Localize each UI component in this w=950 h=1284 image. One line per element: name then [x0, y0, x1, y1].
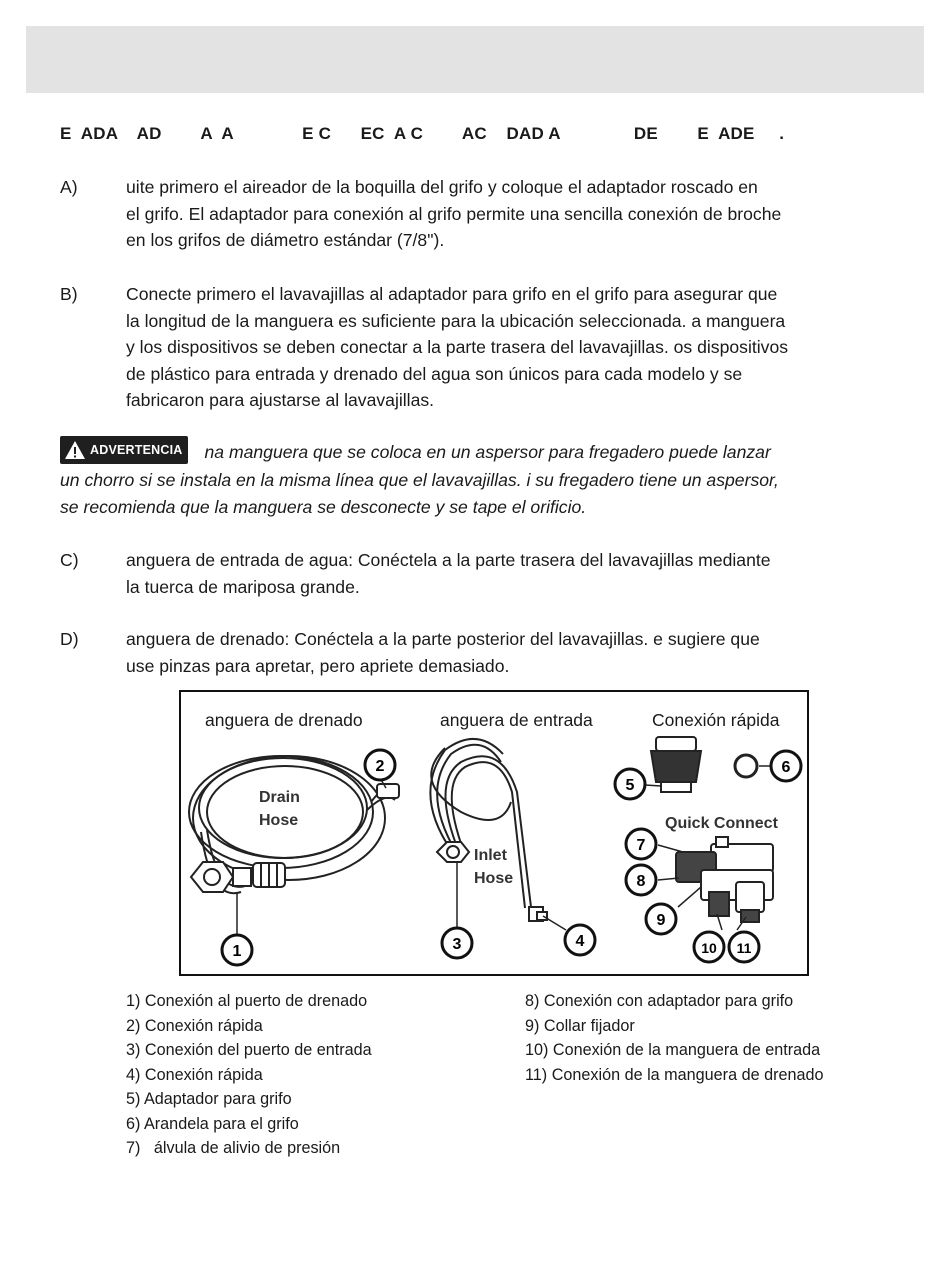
legend-item: 6) Arandela para el grifo [126, 1114, 299, 1133]
svg-text:10: 10 [701, 940, 717, 956]
section-heading: E ADA AD A A E C EC A C AC DAD A DE E ADE . [60, 124, 785, 143]
warning-line: na manguera que se coloca en un aspersor para fregadero puede lanzar [204, 442, 771, 462]
warning-block [60, 439, 900, 520]
legend-item: 9) Collar fijador [525, 1016, 635, 1035]
svg-text:8: 8 [636, 873, 646, 890]
svg-text:4: 4 [575, 933, 585, 950]
caption-inlet-hose: anguera de entrada [440, 710, 593, 730]
hose-diagram [179, 690, 809, 976]
warning-triangle-icon [64, 440, 86, 460]
legend-item: 1) Conexión al puerto de drenado [126, 992, 368, 1010]
legend-item: 4) Conexión rápida [126, 1065, 263, 1084]
callout-4 [565, 925, 595, 955]
callout-1 [222, 935, 252, 965]
callout-3 [442, 928, 472, 958]
legend-item: 7) álvula de alivio de presión [126, 1139, 341, 1157]
drain-label-2: Hose [259, 812, 299, 829]
svg-text:6: 6 [781, 759, 791, 776]
callout-6 [771, 751, 801, 781]
faucet-washer [735, 755, 757, 777]
svg-text:9: 9 [656, 912, 666, 929]
caption-quick-connect: Conexión rápida [652, 710, 780, 730]
quick-connect-assembly [676, 837, 773, 922]
svg-text:7: 7 [636, 837, 646, 854]
warning-line: se recomienda que la manguera se desconecte y se tape el orificio. [60, 496, 587, 517]
warning-badge [60, 436, 188, 464]
caption-drain-hose: anguera de drenado [205, 710, 363, 730]
quick-connect-label: Quick Connect [665, 815, 778, 832]
legend-item: 10) Conexión de la manguera de entrada [525, 1041, 821, 1059]
step-text: Conecte primero el lavavajillas al adaptador para grifo en el grifo para asegurar que la longitud de la manguera es suficiente para la ubicación seleccionada. a manguera y los dispositivos se deben conectar a la parte trasera del lavavajillas. os dispositivos de plástico para entrada y drenado del agua son únicos para cada modelo y se fabricaron para ajustarse al lavavajillas. [126, 284, 789, 410]
step-b [60, 281, 900, 414]
svg-text:1: 1 [232, 943, 242, 960]
step-label: A) [60, 177, 78, 197]
svg-text:5: 5 [625, 777, 635, 794]
step-d [60, 626, 900, 679]
callout-11 [729, 932, 759, 962]
step-label: D) [60, 629, 79, 649]
callout-10 [694, 932, 724, 962]
warning-line: un chorro si se instala en la misma línea que el lavavajillas. i su fregadero tiene un aspersor, [60, 470, 779, 491]
legend-right [525, 989, 823, 1087]
svg-text:3: 3 [452, 936, 462, 953]
step-text: anguera de entrada de agua: Conéctela a la parte trasera del lavavajillas mediante la tuerca de mariposa grande. [126, 550, 771, 597]
legend-item: 2) Conexión rápida [126, 1016, 263, 1035]
faucet-adapter [651, 737, 701, 792]
callout-5 [615, 769, 645, 799]
svg-text:11: 11 [736, 940, 752, 956]
svg-text:2: 2 [375, 758, 385, 775]
inlet-label-2: Hose [474, 870, 514, 887]
step-a [60, 174, 900, 254]
step-label: B) [60, 284, 78, 304]
callout-8 [626, 865, 656, 895]
legend-item: 3) Conexión del puerto de entrada [126, 1041, 372, 1059]
diagram-artwork [181, 692, 807, 974]
inlet-label-1: Inlet [474, 847, 507, 864]
step-c [60, 547, 900, 600]
drain-label-1: Drain [259, 789, 300, 806]
step-label: C) [60, 550, 79, 570]
callout-2 [365, 750, 395, 780]
legend-left [126, 989, 372, 1161]
legend-item: 11) Conexión de la manguera de drenado [525, 1065, 824, 1084]
warning-badge-text: ADVERTENCIA [90, 443, 183, 458]
step-text: uite primero el aireador de la boquilla del grifo y coloque el adaptador roscado en el grifo. El adaptador para conexión al grifo permite una sencilla conexión de broche en los grifos de diámetro estándar (7/8"). [126, 177, 782, 250]
callout-7 [626, 829, 656, 859]
header-band [26, 26, 924, 93]
legend-item: 5) Adaptador para grifo [126, 1090, 292, 1108]
step-text: anguera de drenado: Conéctela a la parte posterior del lavavajillas. e sugiere que use pinzas para apretar, pero apriete demasiado. [126, 629, 760, 676]
legend-item: 8) Conexión con adaptador para grifo [525, 992, 794, 1010]
callout-9 [646, 904, 676, 934]
